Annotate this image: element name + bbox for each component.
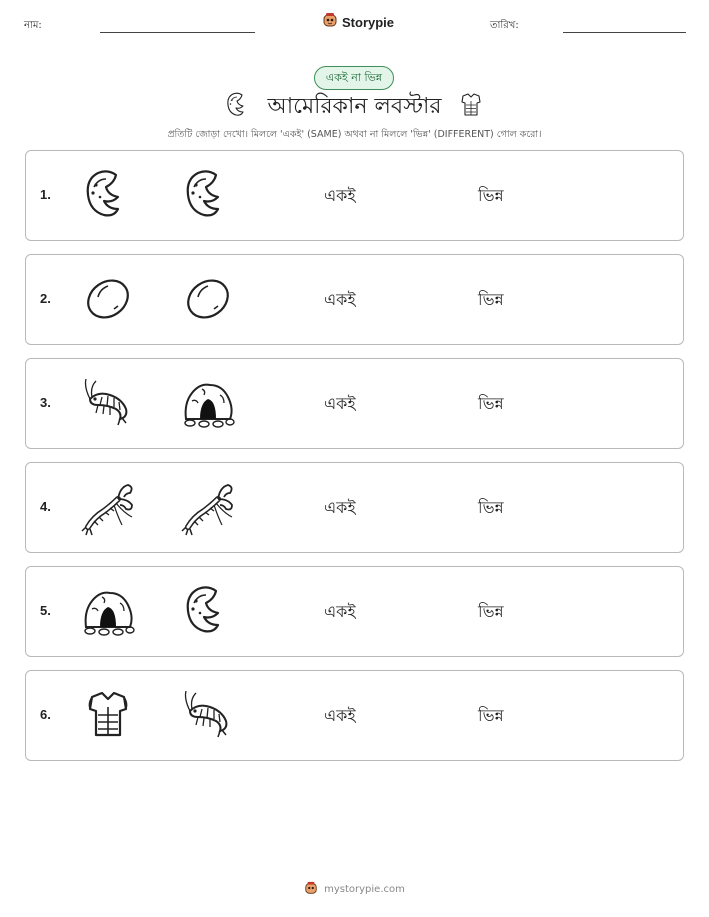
shrimp-icon [178, 685, 238, 745]
lobster-claw-icon [78, 165, 138, 225]
lobster-claw-icon [223, 90, 253, 124]
name-label: নাম: [24, 20, 42, 31]
armor-shell-icon [456, 90, 486, 124]
option-different[interactable]: ভিন্ন [478, 706, 504, 725]
title-row [0, 90, 709, 124]
shrimp-icon [78, 373, 138, 433]
footer-url[interactable]: mystorypie.com [324, 884, 405, 895]
question-number: 6. [40, 707, 51, 722]
rock-cave-icon [178, 373, 238, 433]
worksheet-type-badge: একই না ভিন্ন [314, 66, 394, 90]
date-field-line[interactable] [563, 32, 686, 33]
question-row-2 [25, 254, 684, 345]
option-different[interactable]: ভিন্ন [478, 602, 504, 621]
rock-cave-icon [78, 581, 138, 641]
armor-shell-icon [78, 685, 138, 745]
worksheet-header [0, 0, 709, 50]
option-same[interactable]: একই [324, 602, 356, 621]
lobster-icon [78, 477, 138, 537]
question-row-6 [25, 670, 684, 761]
question-row-3 [25, 358, 684, 449]
question-row-1 [25, 150, 684, 241]
option-same[interactable]: একই [324, 394, 356, 413]
egg-icon [78, 269, 138, 329]
option-different[interactable]: ভিন্ন [478, 498, 504, 517]
egg-icon [178, 269, 238, 329]
lobster-icon [178, 477, 238, 537]
question-number: 2. [40, 291, 51, 306]
option-same[interactable]: একই [324, 498, 356, 517]
page-title: আমেরিকান লবস্টার [267, 93, 442, 119]
option-same[interactable]: একই [324, 290, 356, 309]
option-different[interactable]: ভিন্ন [478, 186, 504, 205]
brand-name: Storypie [342, 14, 395, 30]
date-label: তারিখ: [490, 20, 519, 31]
lobster-claw-icon [178, 165, 238, 225]
question-number: 3. [40, 395, 51, 410]
storypie-mascot-icon [304, 880, 318, 899]
option-same[interactable]: একই [324, 706, 356, 725]
question-number: 5. [40, 603, 51, 618]
option-different[interactable]: ভিন্ন [478, 394, 504, 413]
brand-logo [322, 12, 394, 32]
lobster-claw-icon [178, 581, 238, 641]
footer [0, 880, 709, 899]
option-different[interactable]: ভিন্ন [478, 290, 504, 309]
storypie-mascot-icon [322, 12, 338, 32]
question-row-5 [25, 566, 684, 657]
question-row-4 [25, 462, 684, 553]
question-number: 1. [40, 187, 51, 202]
option-same[interactable]: একই [324, 186, 356, 205]
name-field-line[interactable] [100, 32, 255, 33]
instructions: প্রতিটি জোড়া দেখো। মিললে 'একই' (SAME) অথবা না মিললে 'ভিন্ন' (DIFFERENT) গোল করো। [167, 129, 542, 140]
question-number: 4. [40, 499, 51, 514]
